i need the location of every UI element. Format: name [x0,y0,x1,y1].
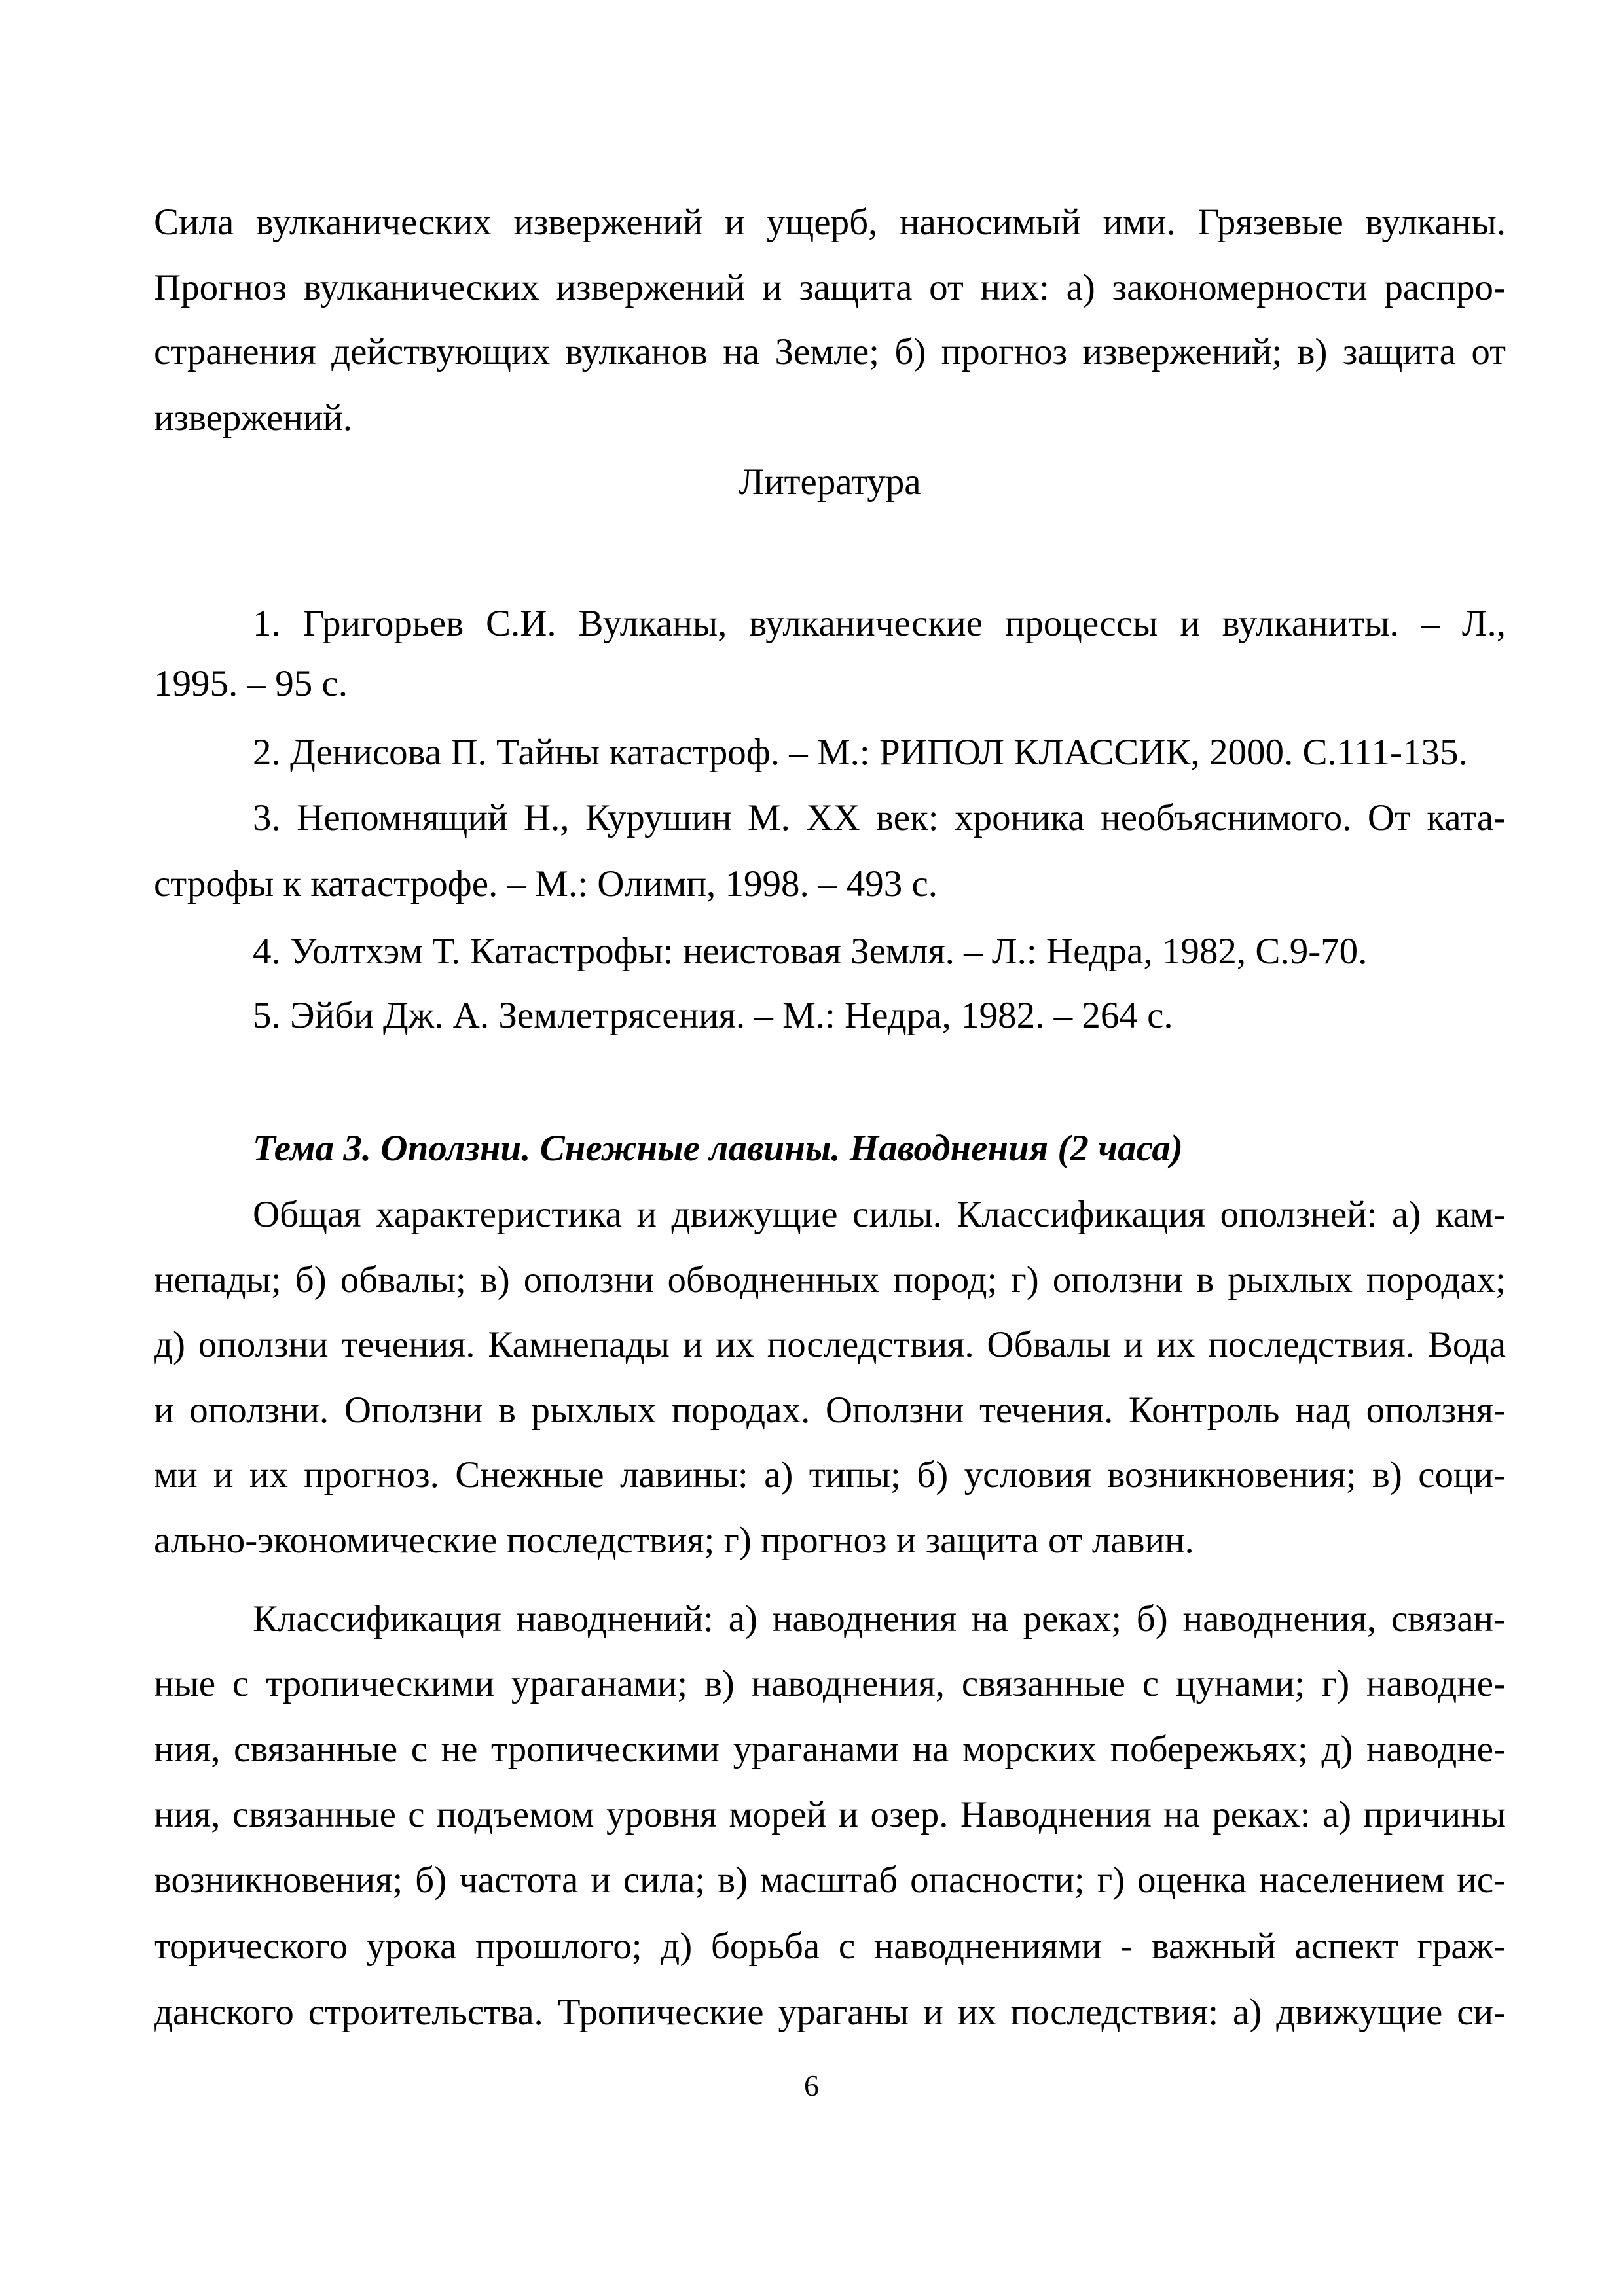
text-line: ния, связанные с подъемом уровня морей и озер. Наводнения на реках: а) причины [154,1794,1506,1835]
reference-item-1: 1. Григорьев С.И. Вулканы, вулканические процессы и вулканиты. – Л., [253,603,1506,644]
reference-item-5: 5. Эйби Дж. А. Землетрясения. – М.: Недра, 1982. – 264 с. [253,995,1173,1036]
text-line: Классификация наводнений: а) наводнения на реках; б) наводнения, связан- [253,1598,1506,1640]
text-line: ные с тропическими ураганами; в) наводнения, связанные с цунами; г) наводне- [154,1663,1506,1704]
text-line: Сила вулканических извержений и ущерб, наносимый ими. Грязевые вулканы. [154,202,1506,243]
text-line: возникновения; б) частота и сила; в) масштаб опасности; г) оценка населением ис- [154,1859,1506,1901]
reference-item-2: 2. Денисова П. Тайны катастроф. – М.: РИПОЛ КЛАССИК, 2000. С.111-135. [253,732,1468,773]
page-number: 6 [804,2069,819,2102]
text-line: ния, связанные с не тропическими ураганами на морских побережьях; д) наводне- [154,1729,1506,1770]
text-line: извержений. [154,397,353,439]
text-line: торического урока прошлого; д) борьба с наводнениями - важный аспект граж- [154,1926,1506,1967]
reference-item-3: 3. Непомнящий Н., Курушин М. XX век: хроника необъяснимого. От ката- [253,797,1506,838]
text-line: ми и их прогноз. Снежные лавины: а) типы; б) условия возникновения; в) соци- [154,1454,1506,1496]
literature-title: Литература [739,461,921,503]
text-line: данского строительства. Тропические ураганы и их последствия: а) движущие си- [154,1992,1506,2033]
reference-item-1-cont: 1995. – 95 с. [154,663,348,704]
reference-item-3-cont: строфы к катастрофе. – М.: Олимп, 1998. – 493 с. [154,863,938,905]
text-line: Общая характеристика и движущие силы. Классификация оползней: а) кам- [253,1194,1506,1235]
reference-item-4: 4. Уолтхэм Т. Катастрофы: неистовая Земля. – Л.: Недра, 1982, С.9-70. [253,931,1368,972]
text-line: и оползни. Оползни в рыхлых породах. Оползни течения. Контроль над оползня- [154,1390,1506,1431]
text-line: странения действующих вулканов на Земле; б) прогноз извержений; в) защита от [154,331,1506,372]
topic-heading: Тема 3. Оползни. Снежные лавины. Наводнения (2 часа) [253,1128,1183,1169]
text-line: ально-экономические последствия; г) прогноз и защита от лавин. [154,1520,1194,1561]
text-line: Прогноз вулканических извержений и защита от них: а) закономерности распро- [154,267,1506,308]
text-line: д) оползни течения. Камнепады и их последствия. Обвалы и их последствия. Вода [154,1324,1506,1365]
text-line: непады; б) обвалы; в) оползни обводненных пород; г) оползни в рыхлых породах; [154,1259,1506,1300]
